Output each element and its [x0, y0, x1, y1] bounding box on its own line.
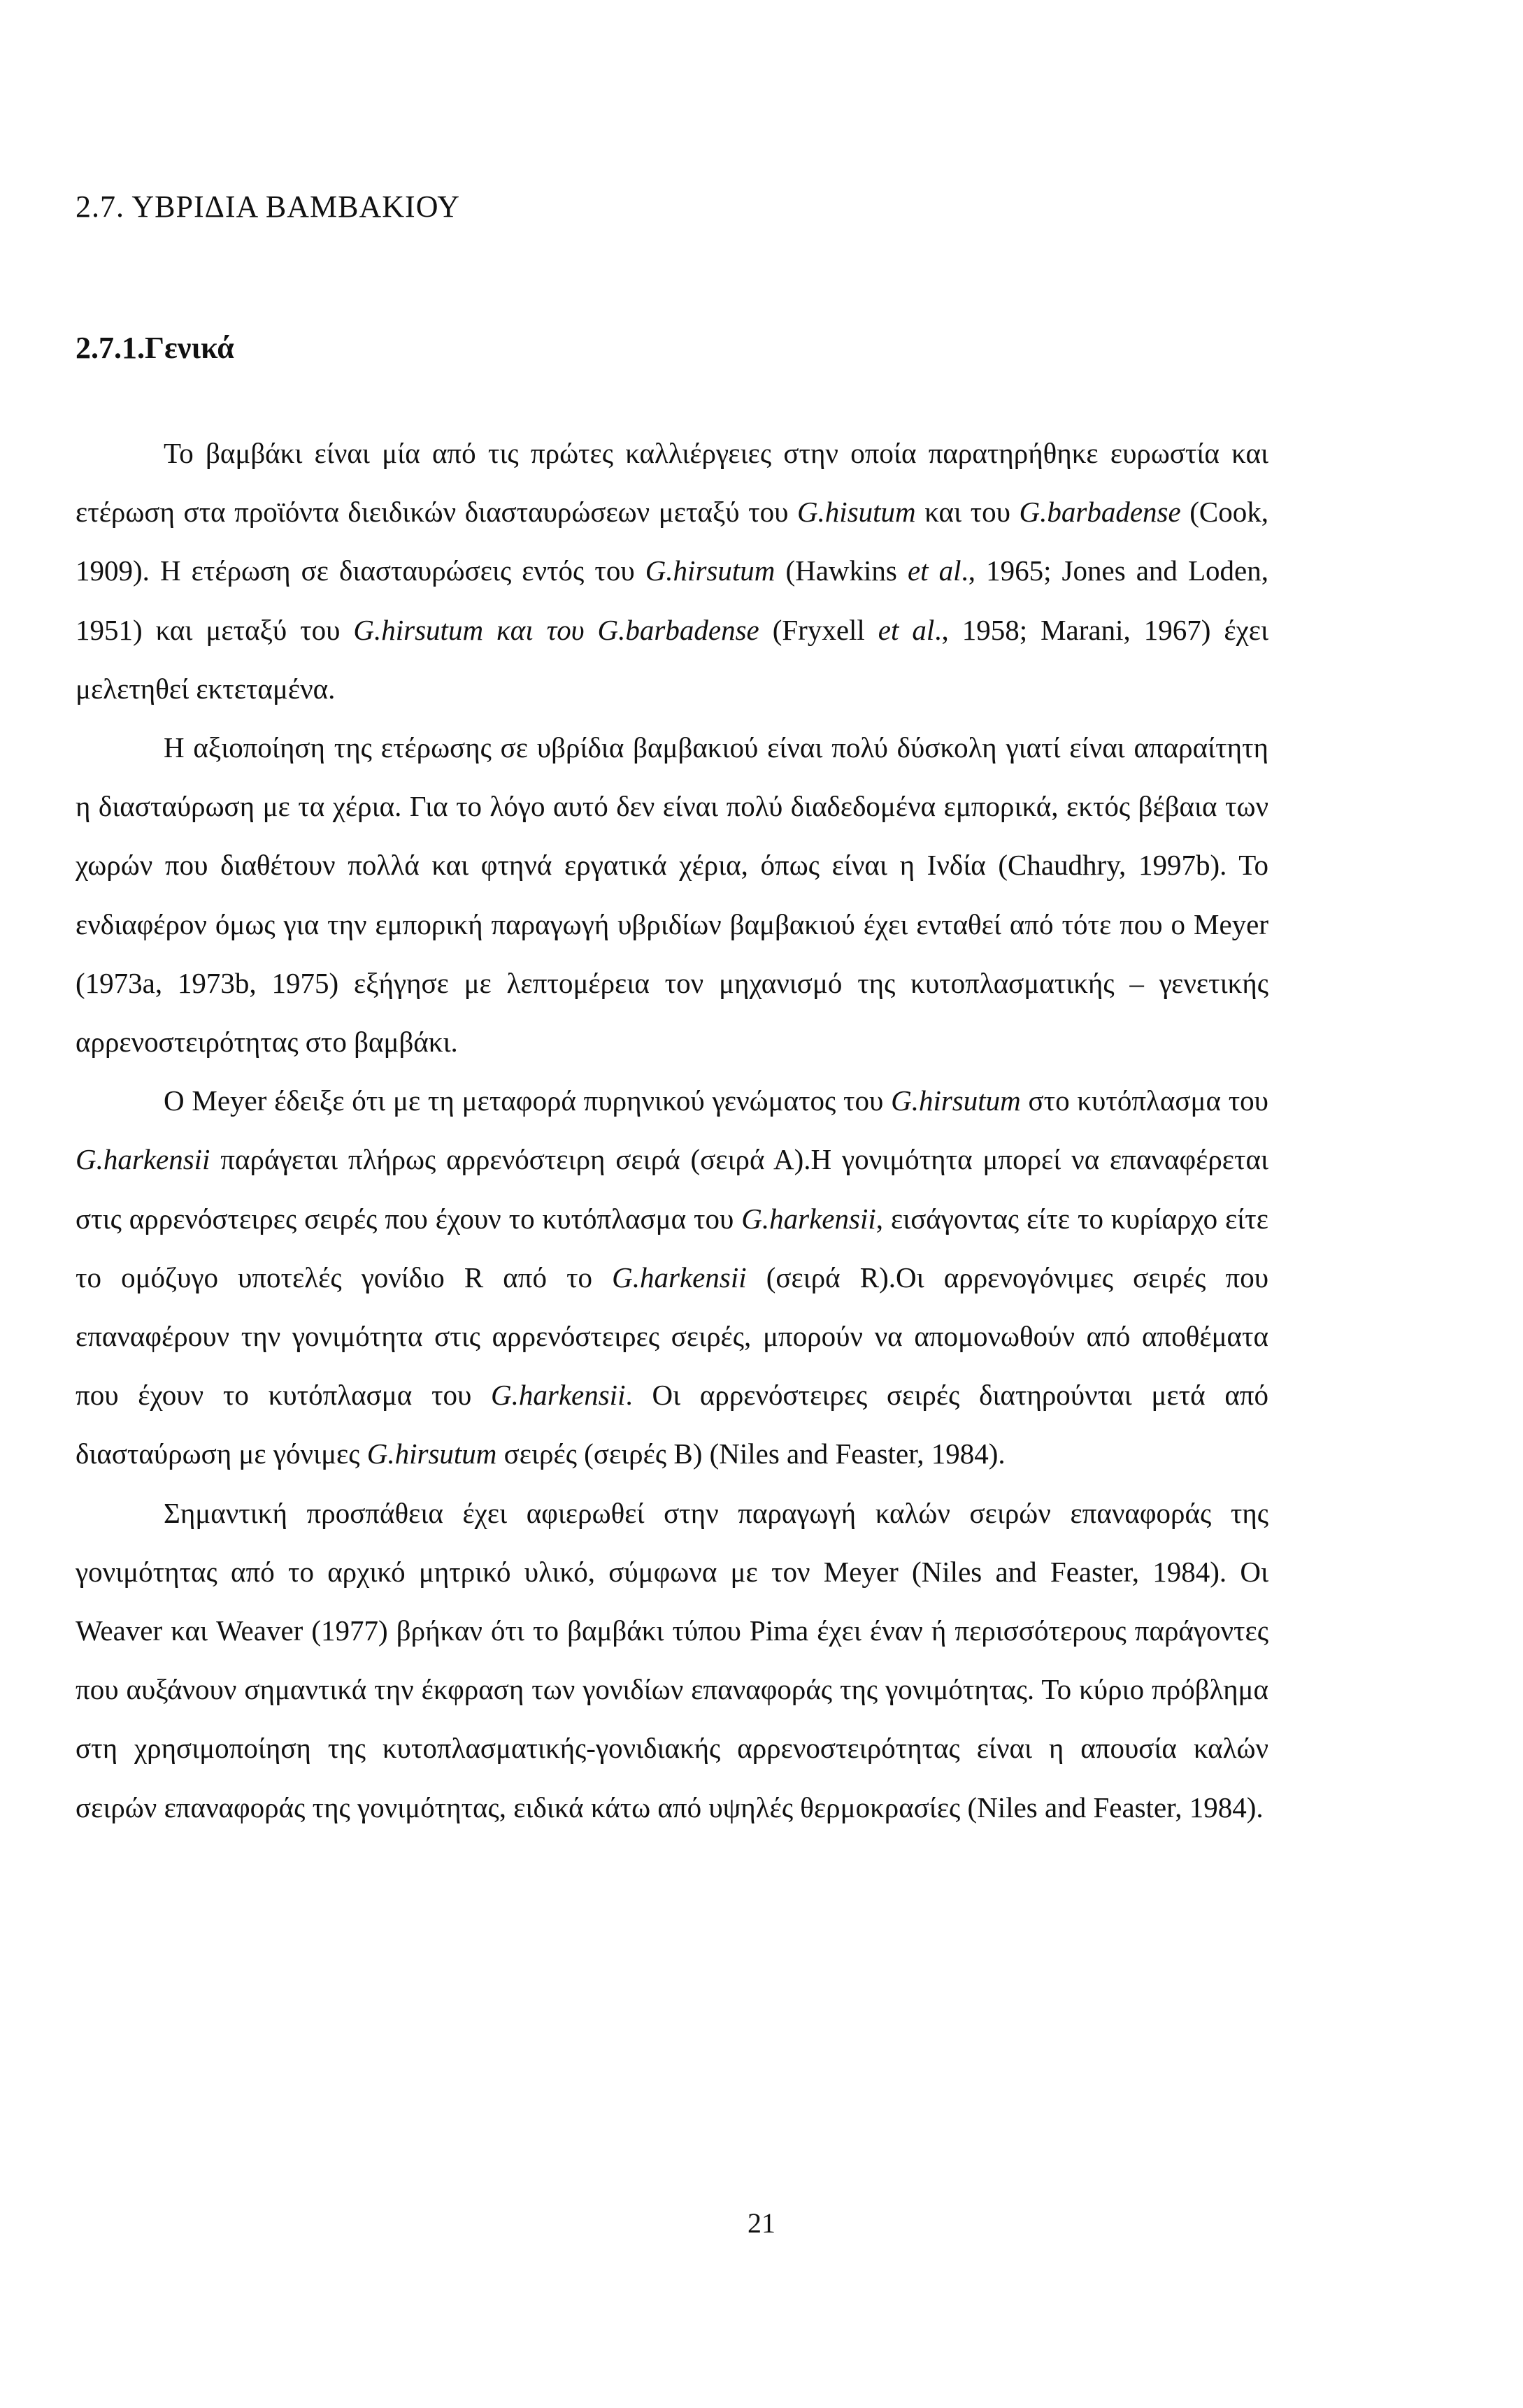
paragraph-3	[76, 1071, 1268, 1483]
paragraph-1	[76, 424, 1268, 718]
italic-text-run: G.hirsutum και του G.barbadense	[353, 613, 759, 646]
italic-text-run: G.hirsutum	[645, 554, 775, 587]
text-run: (Cook, 1909). Η ετέρωση σε διασταυρώσεις εντός του	[76, 496, 1268, 587]
italic-text-run: et al	[907, 554, 961, 587]
text-run: (σειρά R).Οι αρρενογόνιμες σειρές που επαναφέρουν την γονιμότητα στις αρρενόστειρες σειρές, μπορούν να απομονωθούν από αποθέματα που έχουν το κυτόπλασμα του	[76, 1261, 1269, 1412]
text-run: ., 1965; Jones and Loden, 1951) και μεταξύ του	[76, 554, 1268, 646]
italic-text-run: G.hisutum	[796, 496, 916, 529]
italic-text-run: G.harkensii	[741, 1202, 876, 1235]
text-run: Το βαμβάκι είναι μία από τις πρώτες καλλιέργειες στην οποία παρατηρήθηκε ευρωστία και ετέρωση στα προϊόντα διειδικών διασταυρώσεων μεταξύ του	[76, 437, 1268, 529]
subsection-title: 2.7.1.Γενικά	[76, 331, 234, 365]
italic-text-run: G.harkensii	[612, 1261, 747, 1293]
text-run: σειρές (σειρές Β) (Niles and Feaster, 1984).	[496, 1438, 1006, 1470]
text-run: στο κυτόπλασμα του	[1020, 1084, 1268, 1117]
text-run: (Hawkins	[775, 554, 908, 587]
text-run: (Fryxell	[759, 613, 878, 646]
text-run: Σημαντική προσπάθεια έχει αφιερωθεί στην παραγωγή καλών σειρών επαναφοράς της γονιμότητας από το αρχικό μητρικό υλικό, σύμφωνα με τον Meyer (Niles and Feaster, 1984). Οι Weaver και Weaver (1977) βρήκαν ότι το βαμβάκι τύπου Pima έχει έναν ή περισσότερους παράγοντες που αυξάνουν σημαντικά την έκφραση των γονιδίων επαναφοράς της γονιμότητας. Το κύριο πρόβλημα στη χρησιμοποίηση της κυτοπλασματικής-γονιδιακής αρρενοστειρότητας είναι η απουσία καλών σειρών επαναφοράς της γονιμότητας, ειδικά κάτω από υψηλές θερμοκρασίες (Niles and Feaster, 1984).	[76, 1496, 1268, 1823]
section-title: 2.7. ΥΒΡΙΔΙΑ ΒΑΜΒΑΚΙΟΥ	[76, 189, 461, 224]
italic-text-run: et al	[878, 613, 935, 646]
text-run: παράγεται πλήρως αρρενόστειρη σειρά (σειρά Α).Η γονιμότητα μπορεί να επαναφέρεται στις αρρενόστειρες σειρές που έχουν το κυτόπλασμα του	[76, 1143, 1268, 1235]
italic-text-run: G.harkensii	[491, 1379, 626, 1412]
paragraph-2	[76, 718, 1268, 1071]
text-run: . Οι αρρενόστειρες σειρές διατηρούνται μετά από διασταύρωση με γόνιμες	[76, 1379, 1268, 1470]
italic-text-run: G.barbadense	[1019, 496, 1181, 529]
body-text	[76, 424, 1268, 1837]
italic-text-run: G.hirsutum	[366, 1438, 497, 1470]
text-run: , εισάγοντας είτε το κυρίαρχο είτε το ομόζυγο υποτελές γονίδιο R από το	[76, 1202, 1268, 1293]
text-run: Ο Meyer έδειξε ότι με τη μεταφορά πυρηνικού γενώματος του	[164, 1084, 892, 1117]
text-run: και του	[915, 496, 1020, 529]
page-number: 21	[748, 2207, 775, 2239]
paragraph-4	[76, 1484, 1268, 1837]
text-run: ., 1958; Marani, 1967) έχει μελετηθεί εκτεταμένα.	[76, 613, 1269, 705]
text-run: Η αξιοποίηση της ετέρωσης σε υβρίδια βαμβακιού είναι πολύ δύσκολη γιατί είναι απαραίτητη η διασταύρωση με τα χέρια. Για το λόγο αυτό δεν είναι πολύ διαδεδομένα εμπορικά, εκτός βέβαια των χωρών που διαθέτουν πολλά και φτηνά εργατικά χέρια, όπως είναι η Ινδία (Chaudhry, 1997b). Το ενδιαφέρον όμως για την εμπορική παραγωγή υβριδίων βαμβακιού έχει ενταθεί από τότε που ο Meyer (1973a, 1973b, 1975) εξήγησε με λεπτομέρεια τον μηχανισμό της κυτοπλασματικής – γενετικής αρρενοστειρότητας στο βαμβάκι.	[76, 731, 1268, 1059]
italic-text-run: G.hirsutum	[891, 1084, 1021, 1117]
italic-text-run: G.harkensii	[76, 1143, 210, 1176]
